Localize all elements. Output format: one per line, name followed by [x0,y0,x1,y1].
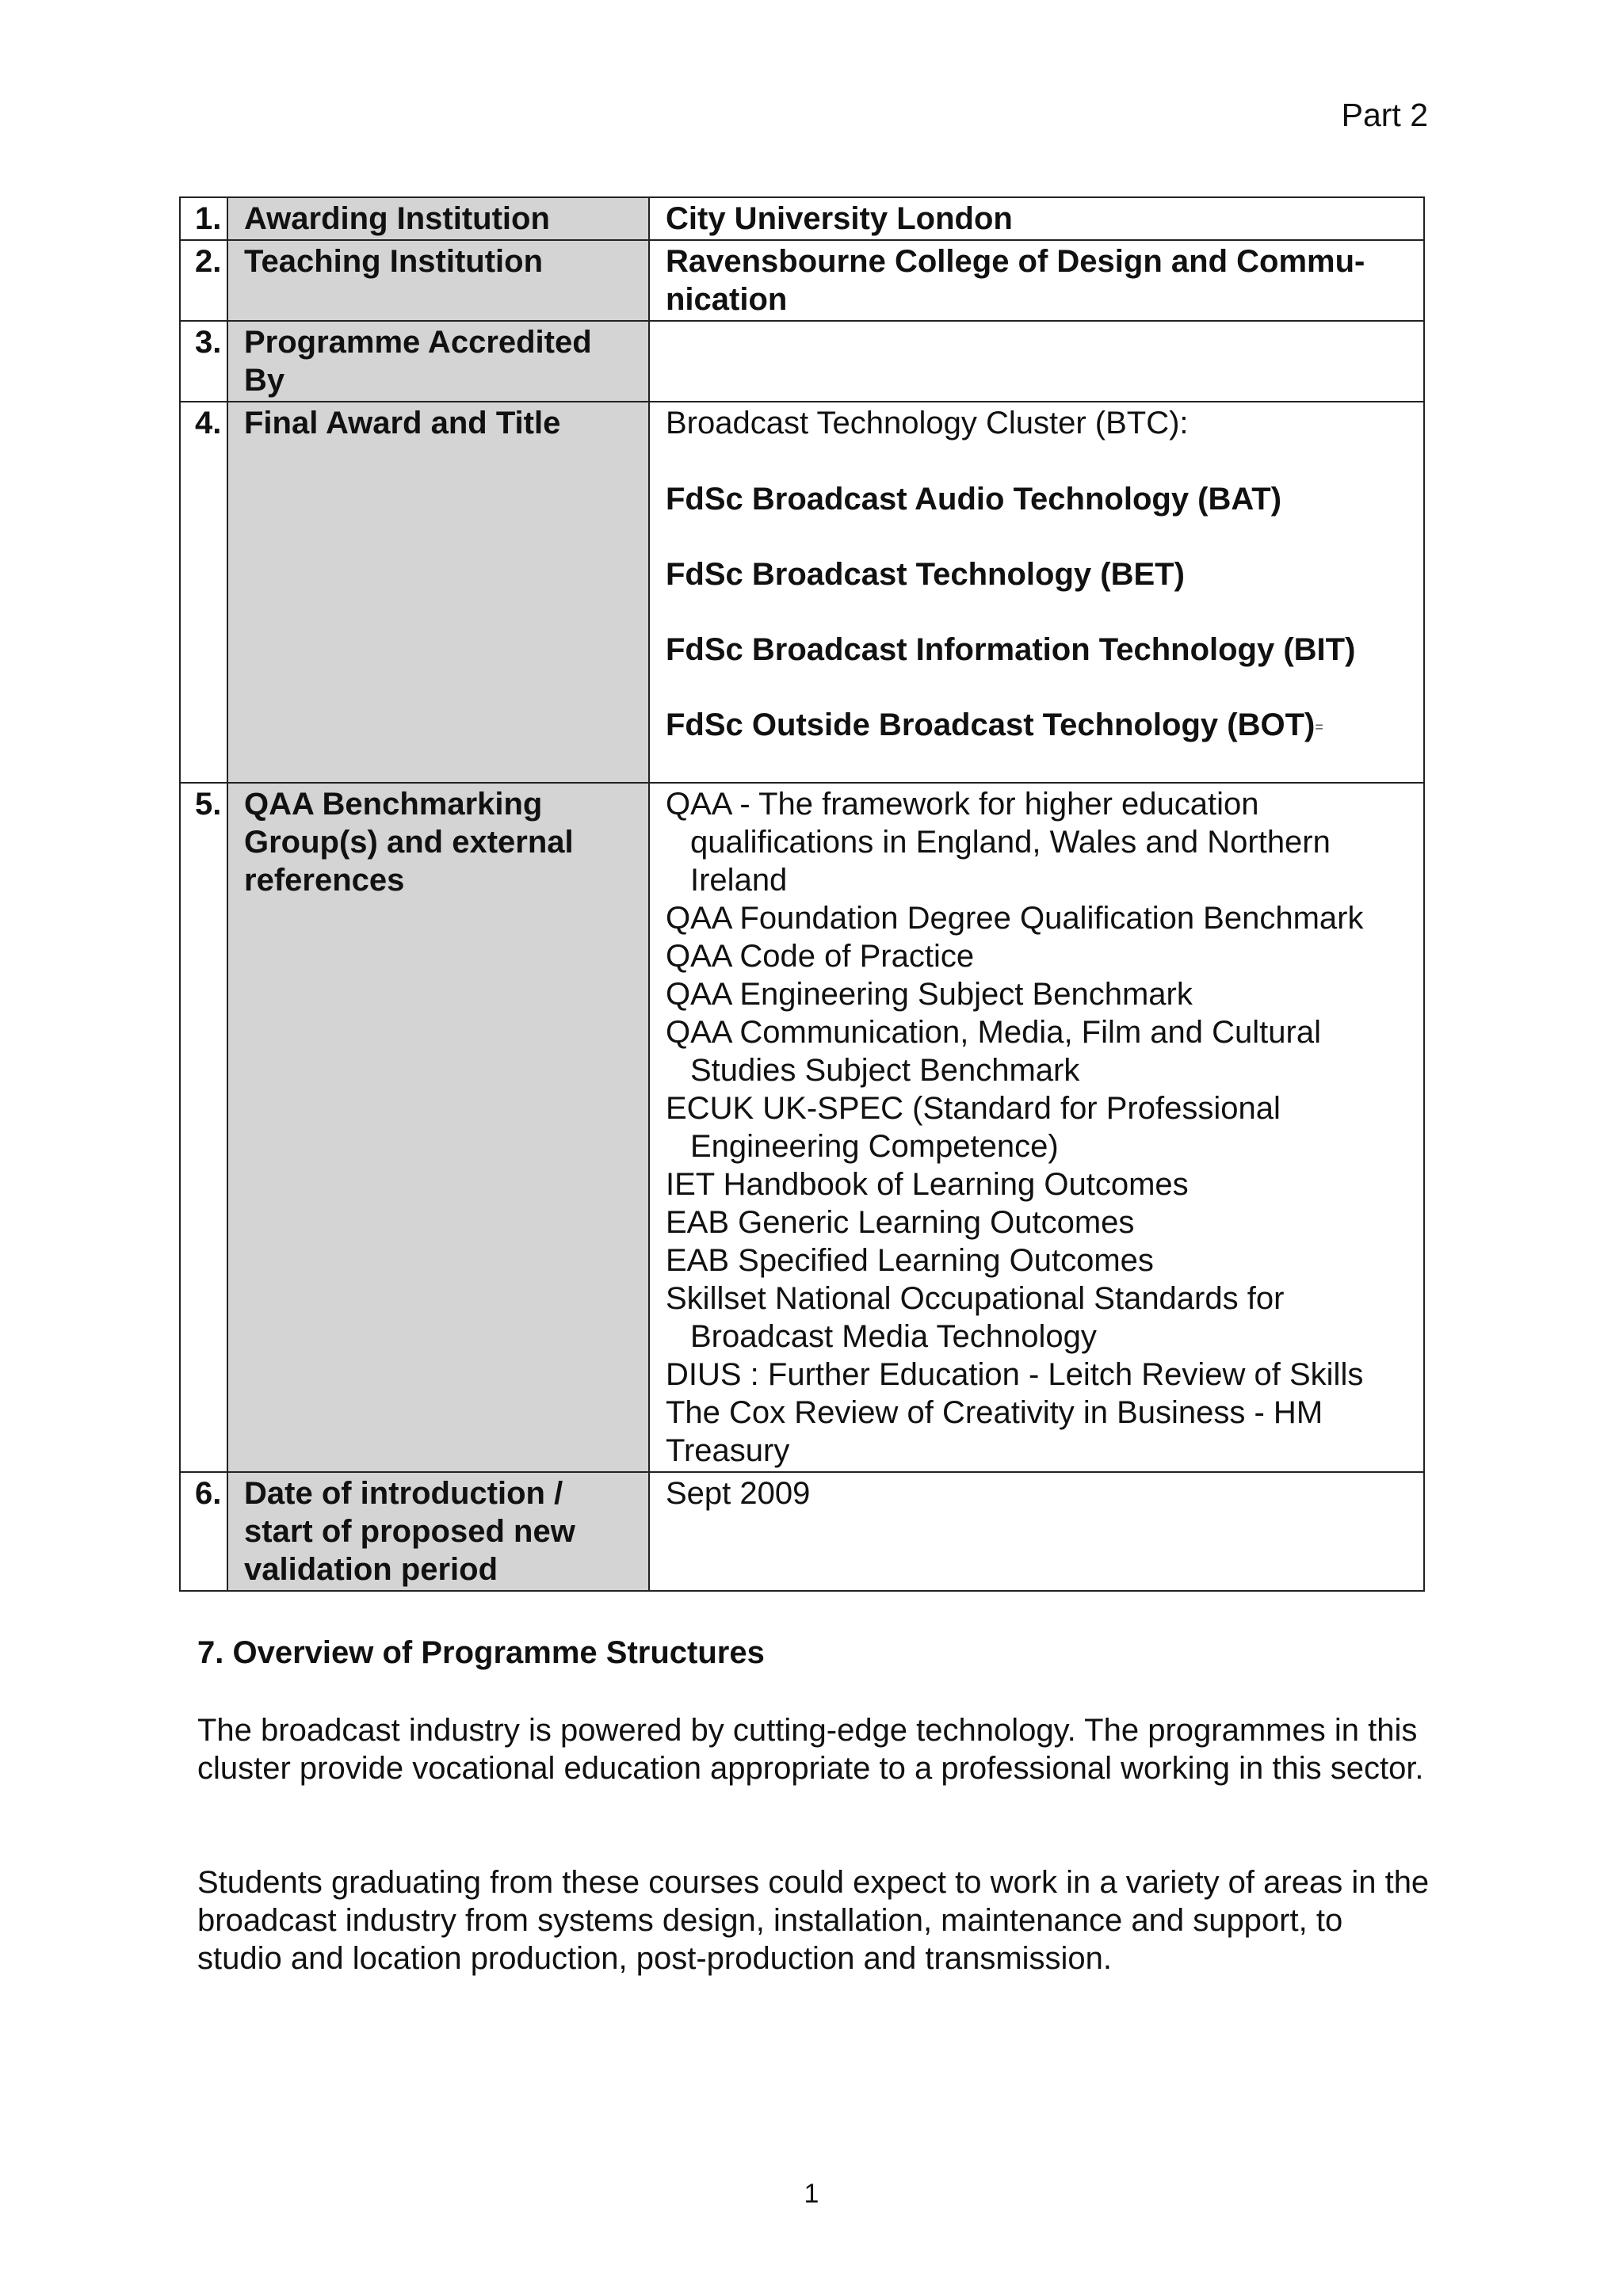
paragraph: Students graduating from these courses could expect to work in a variety of areas in the broadcast industry from systems design, installation, maintenance and support, to studio and location production, post-production and transmission. [197,1865,1430,1976]
field-value: Sept 2009 [649,1472,1424,1591]
field-label: Teaching Institution [227,240,649,321]
field-value: Ravensbourne College of Design and Commu-nication [649,240,1424,321]
programme-info-table [179,196,1425,1592]
row-number: 5. [180,783,227,1472]
field-label: Date of introduction / start of proposed new validation period [227,1472,649,1591]
award-cluster-intro: Broadcast Technology Cluster (BTC): [666,406,1189,441]
table-row [180,783,1424,1472]
row-number: 4. [180,402,227,783]
field-label: Awarding Institution [227,197,649,240]
reference-item: DIUS : Further Education - Leitch Review of Skills [666,1357,1364,1393]
field-label: Final Award and Title [227,402,649,783]
award-title: FdSc Broadcast Technology (BET) [666,557,1185,592]
reference-item: IET Handbook of Learning Outcomes [666,1167,1189,1203]
reference-item: EAB Generic Learning Outcomes [666,1205,1135,1241]
table-row [180,197,1424,240]
reference-item: QAA - The framework for higher education qualifications in England, Wales and Northern Ireland [666,787,1331,898]
row-number: 1. [180,197,227,240]
table-row [180,402,1424,783]
award-title [666,706,1407,746]
row-number: 6. [180,1472,227,1591]
award-title-text: FdSc Outside Broadcast Technology (BOT) [666,707,1316,742]
reference-item: Skillset National Occupational Standards for Broadcast Media Technology [666,1281,1285,1355]
reference-item: EAB Specified Learning Outcomes [666,1243,1154,1279]
award-title: FdSc Broadcast Information Technology (BIT) [666,632,1356,667]
reference-item: QAA Engineering Subject Benchmark [666,977,1193,1013]
paragraph: The broadcast industry is powered by cutting-edge technology. The programmes in this cluster provide vocational education appropriate to a professional working in this sector. [197,1713,1424,1786]
page-number: 1 [804,2179,819,2209]
field-value: City University London [649,197,1424,240]
reference-item: The Cox Review of Creativity in Business - HM Treasury [666,1395,1323,1469]
row-number: 3. [180,321,227,402]
field-label: QAA Benchmarking Group(s) and external references [227,783,649,1472]
reference-item: QAA Communication, Media, Film and Cultural Studies Subject Benchmark [666,1015,1321,1089]
references-cell [649,783,1424,1472]
table-row [180,1472,1424,1591]
table-row [180,240,1424,321]
section-heading: 7. Overview of Programme Structures [197,1635,765,1670]
field-label: Programme Accredited By [227,321,649,402]
award-title: FdSc Broadcast Audio Technology (BAT) [666,482,1282,517]
reference-item: QAA Code of Practice [666,939,975,974]
field-value [649,321,1424,402]
edit-mark: = [1315,719,1323,735]
reference-item: ECUK UK-SPEC (Standard for Professional Engineering Competence) [666,1091,1281,1165]
final-award-cell [649,402,1424,783]
reference-item: QAA Foundation Degree Qualification Benchmark [666,901,1364,936]
row-number: 2. [180,240,227,321]
part-label: Part 2 [1341,97,1428,133]
table-row [180,321,1424,402]
